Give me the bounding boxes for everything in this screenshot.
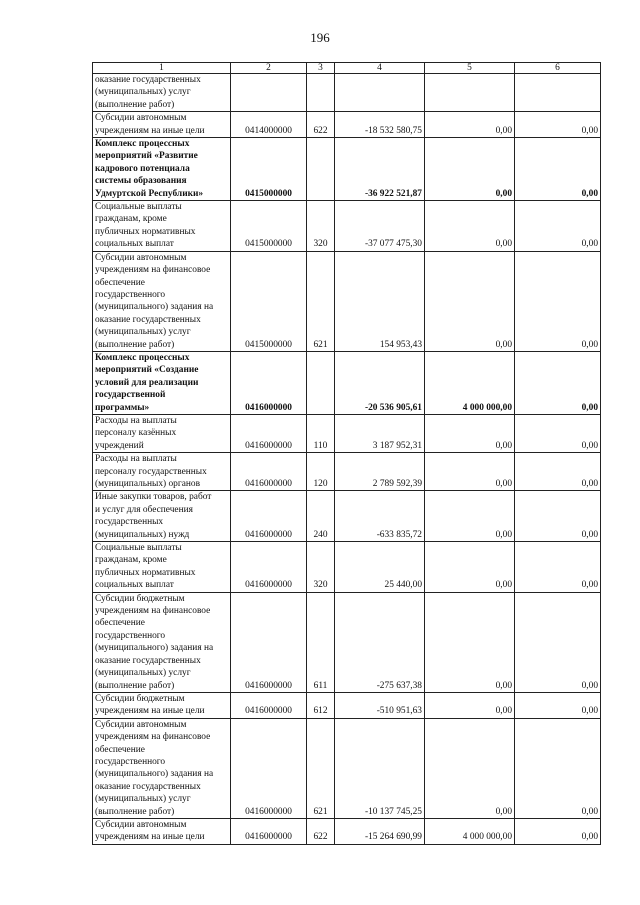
row-code-cell: 0416000000 [231,692,307,718]
row-value-2-cell: 0,00 [425,692,515,718]
column-number-header: 2 [231,63,307,74]
row-value-2-cell: 0,00 [425,138,515,201]
row-value-1-cell: -18 532 580,75 [335,112,425,138]
row-value-3-cell: 0,00 [515,112,601,138]
row-name-cell: Субсидии автономным учреждениям на финансовое обеспечение государственного (муниципального) задания на оказание государственных (муниципальных) услуг (выполнение работ) [93,251,231,351]
row-value-3-cell: 0,00 [515,138,601,201]
row-value-2-cell: 0,00 [425,414,515,452]
row-value-3-cell: 0,00 [515,718,601,818]
row-value-3-cell: 0,00 [515,453,601,491]
row-type-cell: 320 [307,201,335,252]
row-code-cell [231,74,307,112]
table-header-row [93,63,601,74]
row-code-cell: 0416000000 [231,453,307,491]
row-type-cell: 120 [307,453,335,491]
row-type-cell: 621 [307,718,335,818]
row-type-cell [307,351,335,414]
row-value-2-cell: 0,00 [425,201,515,252]
table-row [93,74,601,112]
row-type-cell: 240 [307,491,335,542]
row-value-1-cell: 25 440,00 [335,542,425,593]
row-value-2-cell: 4 000 000,00 [425,351,515,414]
row-type-cell [307,74,335,112]
row-code-cell: 0415000000 [231,251,307,351]
row-name-cell: Расходы на выплаты персоналу казённых учреждений [93,414,231,452]
table-row [93,592,601,692]
row-value-1-cell: -37 077 475,30 [335,201,425,252]
row-value-1-cell: -20 536 905,61 [335,351,425,414]
row-type-cell: 110 [307,414,335,452]
table-row [93,351,601,414]
row-name-cell: Субсидии бюджетным учреждениям на иные цели [93,692,231,718]
row-value-1-cell: 154 953,43 [335,251,425,351]
table-row [93,138,601,201]
row-code-cell: 0416000000 [231,818,307,844]
row-name-cell: Субсидии бюджетным учреждениям на финансовое обеспечение государственного (муниципального) задания на оказание государственных (муниципальных) услуг (выполнение работ) [93,592,231,692]
column-number-header: 5 [425,63,515,74]
row-value-1-cell: -510 951,63 [335,692,425,718]
row-code-cell: 0416000000 [231,414,307,452]
column-number-header: 1 [93,63,231,74]
row-value-1-cell: 2 789 592,39 [335,453,425,491]
row-code-cell: 0414000000 [231,112,307,138]
row-code-cell: 0416000000 [231,351,307,414]
table-row [93,112,601,138]
row-name-cell: Субсидии автономным учреждениям на иные цели [93,112,231,138]
budget-table [92,62,601,845]
row-value-2-cell: 0,00 [425,491,515,542]
row-value-2-cell: 0,00 [425,592,515,692]
row-code-cell: 0416000000 [231,542,307,593]
row-value-3-cell: 0,00 [515,251,601,351]
row-type-cell [307,138,335,201]
row-code-cell: 0415000000 [231,201,307,252]
row-code-cell: 0416000000 [231,592,307,692]
row-value-2-cell: 0,00 [425,718,515,818]
column-number-header: 3 [307,63,335,74]
row-value-3-cell: 0,00 [515,201,601,252]
column-number-header: 4 [335,63,425,74]
row-value-1-cell: -10 137 745,25 [335,718,425,818]
row-name-cell: Субсидии автономным учреждениям на иные цели [93,818,231,844]
row-value-1-cell: -36 922 521,87 [335,138,425,201]
row-type-cell: 320 [307,542,335,593]
table-row [93,201,601,252]
row-type-cell: 611 [307,592,335,692]
table-row [93,692,601,718]
row-name-cell: Комплекс процессных мероприятий «Создание условий для реализации государственной программы» [93,351,231,414]
row-code-cell: 0415000000 [231,138,307,201]
row-value-3-cell [515,74,601,112]
row-value-3-cell: 0,00 [515,692,601,718]
row-value-3-cell: 0,00 [515,414,601,452]
page-number: 196 [310,30,330,45]
row-type-cell: 621 [307,251,335,351]
row-value-2-cell: 4 000 000,00 [425,818,515,844]
row-code-cell: 0416000000 [231,718,307,818]
row-value-1-cell: -633 835,72 [335,491,425,542]
row-name-cell: Субсидии автономным учреждениям на финансовое обеспечение государственного (муниципального) задания на оказание государственных (муниципальных) услуг (выполнение работ) [93,718,231,818]
row-name-cell: Комплекс процессных мероприятий «Развитие кадрового потенциала системы образования Удмуртской Республики» [93,138,231,201]
row-value-2-cell: 0,00 [425,112,515,138]
table-row [93,718,601,818]
row-name-cell: Расходы на выплаты персоналу государственных (муниципальных) органов [93,453,231,491]
row-value-3-cell: 0,00 [515,491,601,542]
table-row [93,542,601,593]
row-value-3-cell: 0,00 [515,592,601,692]
row-name-cell: оказание государственных (муниципальных) услуг (выполнение работ) [93,74,231,112]
row-value-3-cell: 0,00 [515,351,601,414]
row-value-3-cell: 0,00 [515,542,601,593]
row-name-cell: Иные закупки товаров, работ и услуг для обеспечения государственных (муниципальных) нужд [93,491,231,542]
row-name-cell: Социальные выплаты гражданам, кроме публичных нормативных социальных выплат [93,201,231,252]
row-value-1-cell: 3 187 952,31 [335,414,425,452]
row-value-3-cell: 0,00 [515,818,601,844]
row-type-cell: 622 [307,818,335,844]
table-row [93,453,601,491]
table-row [93,818,601,844]
column-number-header: 6 [515,63,601,74]
row-value-2-cell: 0,00 [425,251,515,351]
row-value-2-cell: 0,00 [425,453,515,491]
row-code-cell: 0416000000 [231,491,307,542]
row-value-1-cell: -15 264 690,99 [335,818,425,844]
row-type-cell: 612 [307,692,335,718]
table-row [93,251,601,351]
row-type-cell: 622 [307,112,335,138]
row-value-2-cell: 0,00 [425,542,515,593]
row-value-2-cell [425,74,515,112]
table-row [93,491,601,542]
row-value-1-cell [335,74,425,112]
row-value-1-cell: -275 637,38 [335,592,425,692]
row-name-cell: Социальные выплаты гражданам, кроме публичных нормативных социальных выплат [93,542,231,593]
table-row [93,414,601,452]
